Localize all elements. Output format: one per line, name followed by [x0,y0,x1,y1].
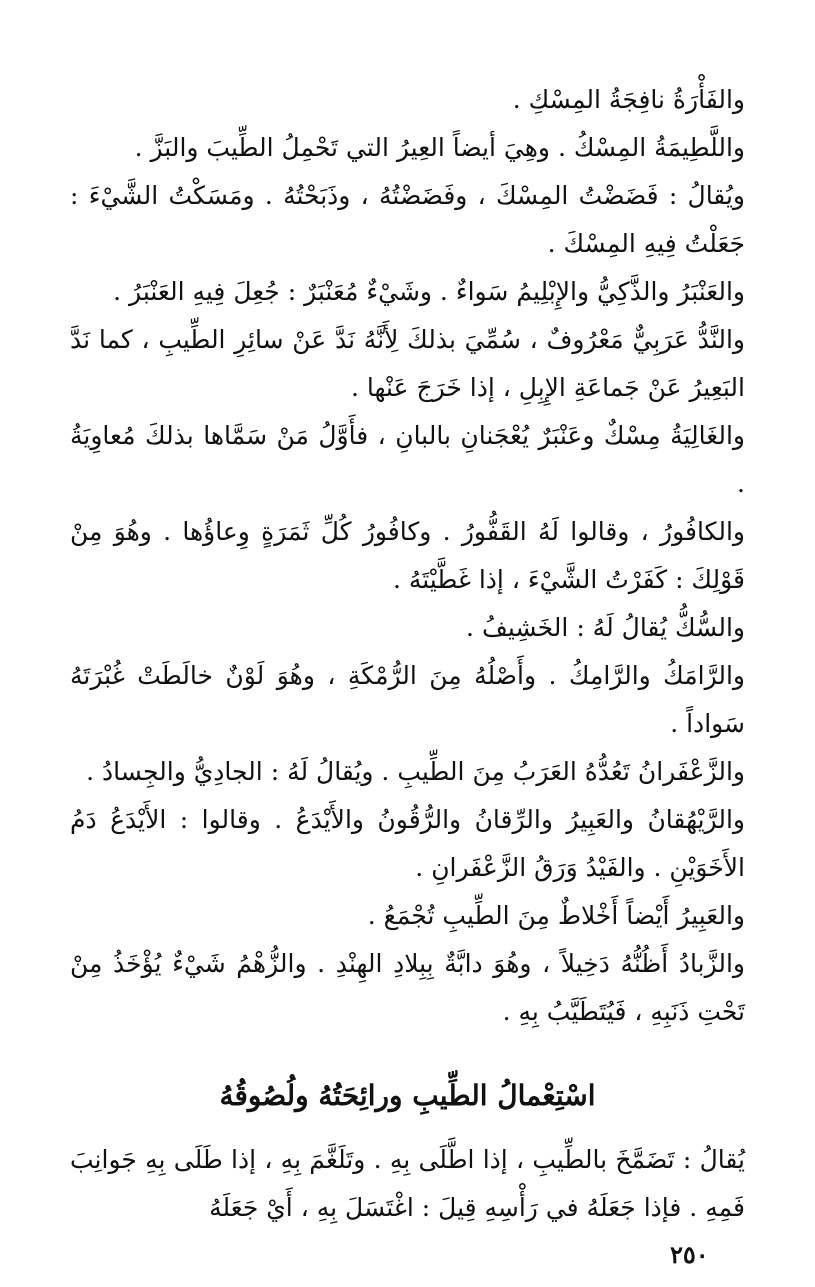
paragraph-abir: والعَبِيرُ أَيْضاً أَخْلاطٌ مِنَ الطِّيبِ تُجْمَعُ . [367,901,745,930]
paragraph-latima: واللَّطِيمَةُ المِسْكُ . وهِيَ أيضاً العِيرُ التي تَحْمِلُ الطِّيبَ والبَزَّ . [134,133,745,162]
section-text [70,1136,745,1232]
paragraph-sukk: والسُّكُّ يُقالُ لَهُ : الخَشِيفُ . [466,613,745,642]
paragraph-nadd: والنَّدُّ عَرَبِيٌّ مَعْرُوفٌ ، سُمِّيَ بذلكَ لِأَنَّهُ نَدَّ عَنْ سائِرِ الطِّيبِ ، كما نَدَّ البَعِيرُ عَنْ جَماعَةِ الإِبِلِ ، إذا خَرَجَ عَنْها . [70,325,745,402]
section-heading: اسْتِعْمالُ الطِّيبِ ورائِحَتُهُ ولُصُوقُهُ [219,1079,596,1112]
paragraph-ghaliya: والغَالِيَةُ مِسْكٌ وعَنْبَرٌ يُعْجَنانِ بالبانِ ، فأَوَّلُ مَنْ سَمَّاها بذلكَ مُعاوِيَةُ . [70,421,745,498]
paragraph-zafaran: والزَّعْفَرانُ تَعُدُّهُ العَرَبُ مِنَ الطِّيبِ . ويُقالُ لَهُ : الجادِيُّ والجِسادُ . [86,757,745,786]
paragraph-anbar: والعَنْبَرُ والذَّكِيُّ والإِبْلِيمُ سَواءٌ . وشَيْءٌ مُعَنْبَرٌ : جُعِلَ فِيهِ العَنْبَرُ . [113,277,745,306]
paragraph-zabad: والزَّبادُ أَظُنُّهُ دَخِيلاً ، وهُوَ دابَّةٌ بِبِلادِ الهِنْدِ . والزُّهْمُ شَيْءٌ يُؤْخَذُ مِنْ تَحْتِ ذَنَبِهِ ، فَيُتَطَيَّبُ بِهِ . [70,949,745,1026]
main-text [70,76,745,1036]
paragraph-tadammakha: يُقالُ : تَضَمَّخَ بالطِّيبِ ، إذا اطَّلَى بِهِ . وتَلَغَّمَ بِهِ ، إذا طَلَى بِهِ جَوانِبَ فَمِهِ . فإذا جَعَلَهُ في رَأْسِهِ قِيلَ : اغْتَسَلَ بِهِ ، أَيْ جَعَلَهُ [70,1145,745,1222]
page-number: ٢٥٠ [670,1240,709,1269]
paragraph-fadadtu: ويُقالُ : فَضَضْتُ المِسْكَ ، وفَضَضْتُهُ ، وذَبَحْتُهُ . ومَسَكْتُ الشَّيْءَ : جَعَلْتُ فِيهِ المِسْكَ . [70,181,745,258]
paragraph-kafur: والكافُورُ ، وقالوا لَهُ القَفُّورُ . وكافُورُ كُلِّ ثَمَرَةٍ وِعاؤُها . وهُوَ مِنْ قَوْلِكَ : كَفَرْتُ الشَّيْءَ ، إذا غَطَّيْتَهُ . [70,517,745,594]
paragraph-rayhuqan: والرَّيْهُقانُ والعَبِيرُ والرِّقانُ والرُّقُونُ والأَيْدَعُ . وقالوا : الأَيْدَعُ دَمُ الأَخَوَيْنِ . والفَيْدُ وَرَقُ الزَّعْفَرانِ . [70,805,745,882]
paragraph-ramak: والرَّامَكُ والرَّامِكُ . وأَصْلُهُ مِنَ الرُّمْكَةِ ، وهُوَ لَوْنٌ خالَطَتْ غُبْرَتَهُ سَواداً . [70,661,745,738]
paragraph-fara: والفَأْرَةُ نافِجَةُ المِسْكِ . [512,85,745,114]
